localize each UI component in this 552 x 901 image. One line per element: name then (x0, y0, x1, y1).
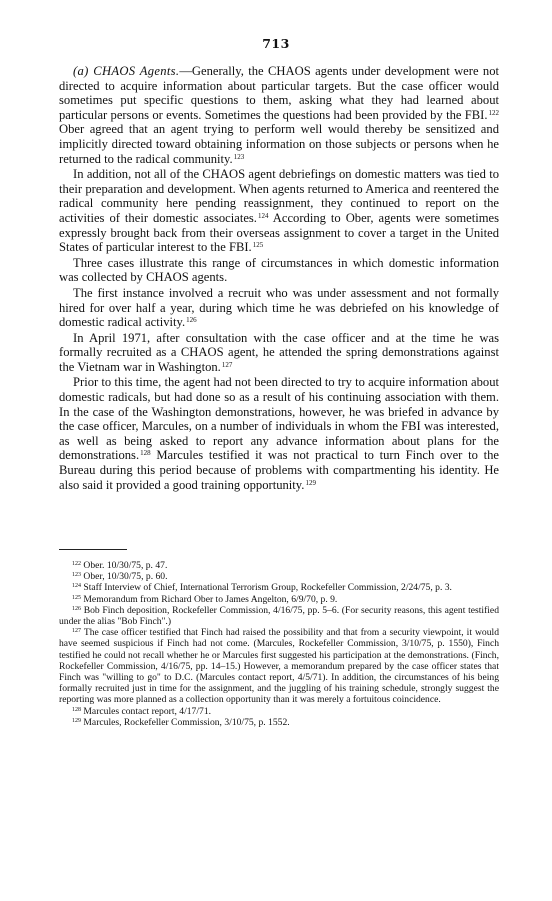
paragraph-text: —Generally, the CHAOS agents under development were not directed to acquire information about particular targets. But the case officer would sometimes put specific questions to them, asking what they had learned about particular persons or events. Sometimes the questions had been provided by the FBI. (59, 64, 499, 122)
footnote-ref: 124 (257, 211, 269, 220)
paragraph (59, 286, 499, 330)
footnote-text: Marcules contact report, 4/17/71. (83, 705, 212, 717)
footnote-text: Staff Interview of Chief, International Terrorism Group, Rockefeller Commission, 2/24/75, p. 3. (83, 582, 452, 594)
footnote-ref: 125 (252, 241, 264, 250)
page-number: 713 (262, 36, 290, 51)
footnote-number: 123 (72, 572, 81, 579)
footnote-text: Bob Finch deposition, Rockefeller Commission, 4/16/75, pp. 5–6. (For security reasons, this agent testified under the alias "Bob Finch".) (59, 604, 499, 628)
footnote-number: 122 (72, 561, 81, 567)
paragraph-text: According to Ober, agents were sometimes expressly brought back from their overseas assignment to cover a target in the United States of particular interest to the FBI. (59, 210, 499, 255)
paragraph-text: The first instance involved a recruit who was under assessment and not formally hired for over half a year, during which time he was debriefed on his knowledge of domestic radical activity. (59, 285, 499, 330)
paragraph-text: In April 1971, after consultation with the case officer and at the time he was formally recruited as a CHAOS agent, he attended the spring demonstrations against the Vietnam war in Washington. (59, 330, 499, 374)
footnote-text: The case officer testified that Finch had raised the possibility and that from a security viewpoint, it would have seemed suspicious if Finch had not come. (Marcules, Rockefeller Commission, 3/10/75, p. 1550), Finch testified he could not recall whether he or Marcules first suggested his participation at the demonstrations. (Finch, Rockefeller Commission, 4/16/75, pp. 14–15.) However, a memorandum prepared by the case officer states that Finch was "willing to go" to D.C. (Marcules contact report, 4/5/71). In addition, the circumstances of his being formally recruited just in time for the assignment, and the juggling of his training schedule, strongly suggest the reporting was more planned as a collection opportunity than it was merely a fortuitous coincidence. (59, 627, 499, 706)
footnote-ref: 126 (186, 316, 197, 325)
footnote-number: 126 (72, 605, 81, 612)
footnote-ref: 129 (305, 478, 316, 487)
paragraph (59, 331, 499, 375)
footnote-number: 125 (72, 594, 81, 601)
footnote-ref: 122 (488, 108, 499, 117)
footnote (59, 717, 499, 728)
footnote-ref: 123 (233, 152, 245, 161)
paragraph-text: Ober agreed that an agent trying to perform well would thereby be sensitized and implicitly directed toward obtaining information on those subjects or persons when he returned to the radical community. (59, 122, 499, 166)
footnote (59, 706, 499, 717)
footnote-text: Marcules, Rockefeller Commission, 3/10/75, p. 1552. (83, 716, 290, 728)
footnote-number: 129 (72, 717, 81, 724)
section-heading: (a) CHAOS Agents. (73, 64, 180, 78)
footnote (59, 571, 499, 582)
footnote (59, 605, 499, 627)
paragraph-text: In addition, not all of the CHAOS agent debriefings on domestic matters was tied to their preparation and development. When agents returned to America and reentered the radical community here pending reassignment, they continued to report on the activities of their domestic associates. (59, 167, 499, 225)
footnotes (59, 560, 499, 728)
footnote-text: Memorandum from Richard Ober to James Angelton, 6/9/70, p. 9. (83, 593, 338, 605)
paragraph (59, 256, 499, 285)
footnote-number: 127 (72, 628, 81, 635)
footnote-text: Ober. 10/30/75, p. 47. (83, 560, 168, 571)
footnote (59, 627, 499, 705)
paragraph-text: Marcules testified it was not practical to turn Finch over to the Bureau during this period because of problems with compartmenting his identity. He also said it provided a good training opportunity. (59, 448, 499, 492)
footnote-text: Ober, 10/30/75, p. 60. (83, 571, 168, 583)
paragraph-text: Prior to this time, the agent had not been directed to try to acquire information about domestic radicals, but had done so as a result of his continuing association with them. In the case of the Washington demonstrations, however, he was briefed in advance by the case officer, Marcules, on a number of individuals in whom the FBI was interested, as well as being asked to report any advance information about plans for the demonstrations. (59, 375, 499, 463)
paragraph (59, 64, 499, 166)
body-text (59, 64, 499, 492)
footnote-divider (59, 549, 127, 550)
paragraph (59, 167, 499, 255)
footnote (59, 560, 499, 571)
paragraph (59, 375, 499, 492)
paragraph-text: Three cases illustrate this range of circumstances in which domestic information was collected by CHAOS agents. (59, 255, 499, 285)
footnote-number: 128 (72, 706, 81, 713)
footnote (59, 594, 499, 605)
footnote-ref: 128 (140, 449, 151, 458)
footnote (59, 582, 499, 593)
footnote-number: 124 (72, 583, 81, 590)
footnote-ref: 127 (221, 360, 233, 369)
